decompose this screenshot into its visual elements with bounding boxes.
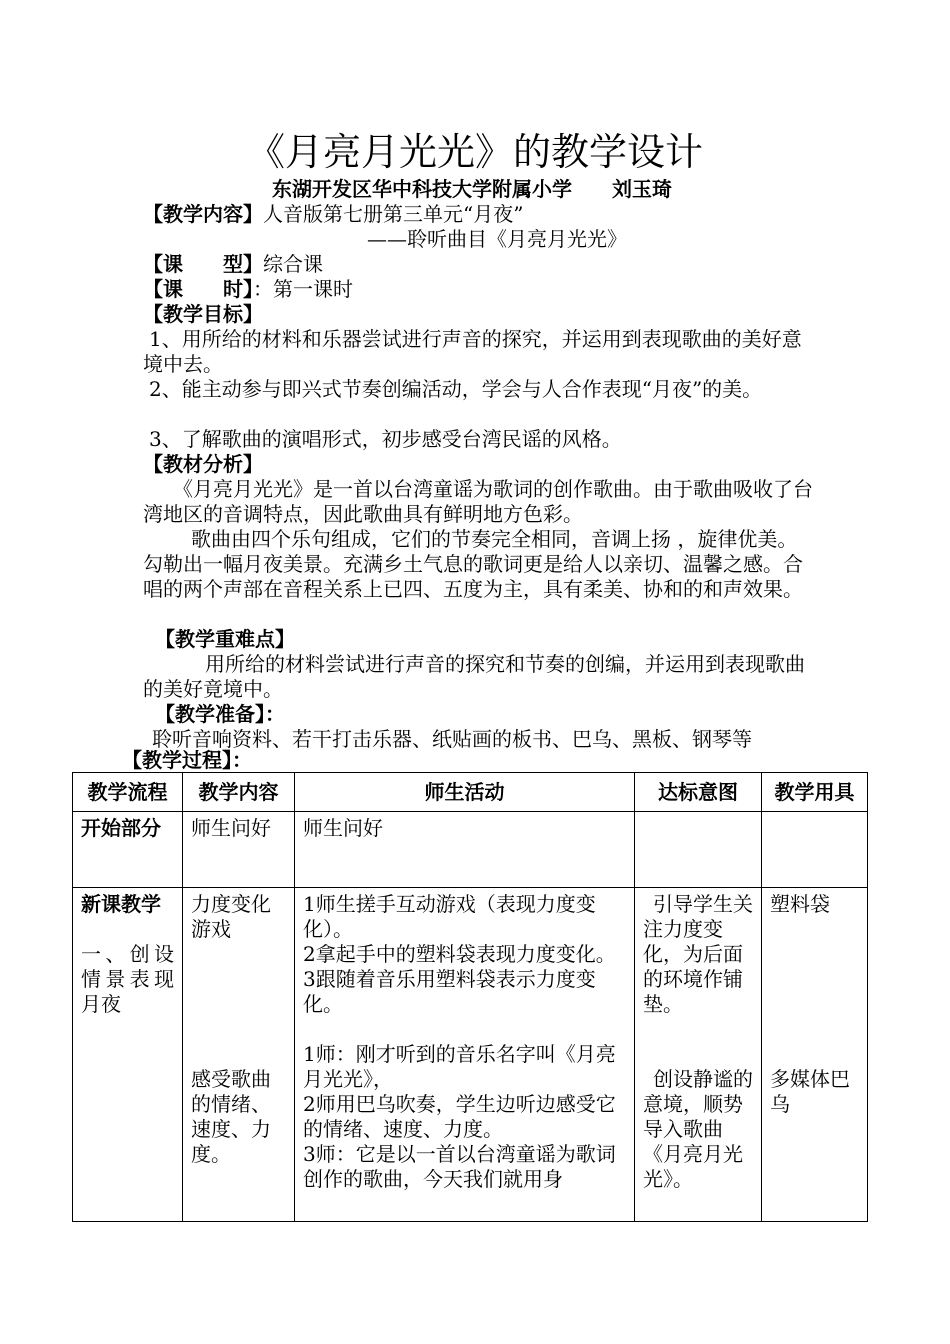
goal-item: 2、能主动参与即兴式节奏创编活动，学会与人合作表现“月夜”的美。 xyxy=(149,377,763,401)
content-line2: ——聆听曲目《月亮月光光》 xyxy=(367,227,627,251)
period-value: ：第一课时 xyxy=(253,277,353,301)
cell-activity: 师生问好 xyxy=(295,812,635,888)
cell-intent xyxy=(635,888,762,1222)
cell-content: 师生问好 xyxy=(183,812,295,888)
table-row xyxy=(73,888,868,1222)
keypoints-text: 用所给的材料尝试进行声音的探究和节奏的创编，并运用到表现歌曲的美好竟境中。 xyxy=(143,652,805,701)
period-label: 【课 时】 xyxy=(143,277,253,301)
flow-label: 开始部分 xyxy=(81,816,161,840)
content-line xyxy=(143,202,523,227)
period-line xyxy=(143,277,353,302)
goal-item: 3、了解歌曲的演唱形式，初步感受台湾民谣的风格。 xyxy=(149,427,622,451)
prep-text: 聆听音响资料、若干打击乐器、纸贴画的板书、巴乌、黑板、钢琴等 xyxy=(152,727,752,751)
header-flow: 教学流程 xyxy=(73,773,183,812)
flow-sub-label: 一、创设情景表现月夜 xyxy=(81,942,174,1016)
table-header-row xyxy=(73,773,868,812)
header-intent: 达标意图 xyxy=(635,773,762,812)
header-content: 教学内容 xyxy=(183,773,295,812)
cell-flow xyxy=(73,888,183,1222)
author-line: 东湖开发区华中科技大学附属小学 刘玉琦 xyxy=(272,177,672,201)
intent-item: 引导学生关注力度变化，为后面的环境作铺垫。 xyxy=(643,892,753,1016)
activity-item: 3跟随着音乐用塑料袋表示力度变化。 xyxy=(303,967,596,1016)
cell-intent xyxy=(635,812,762,888)
type-label: 【课 型】 xyxy=(143,252,263,276)
analysis-paragraph-2: 歌曲由四个乐句组成，它们的节奏完全相同，音调上扬 ，旋律优美。勾勒出一幅月夜美景。充满乡土气息的歌词更是给人以亲切、温馨之感。合唱的两个声部在音程关系上已四、五度为主，具有柔美、协和的和声效果。 xyxy=(143,527,803,601)
page-title: 《月亮月光光》的教学设计 xyxy=(246,130,703,174)
type-line xyxy=(143,252,323,277)
tools-item: 多媒体巴乌 xyxy=(770,1067,850,1116)
goal-item: 1、用所给的材料和乐器尝试进行声音的探究，并运用到表现歌曲的美好意境中去。 xyxy=(143,327,802,376)
keypoints-label: 【教学重难点】 xyxy=(155,627,295,651)
analysis-paragraph-1: 《月亮月光光》是一首以台湾童谣为歌词的创作歌曲。由于歌曲吸收了台湾地区的音调特点，因此歌曲具有鲜明地方色彩。 xyxy=(143,477,813,526)
process-label: 【教学过程】： xyxy=(122,748,252,772)
intent-item: 创设静谧的意境，顺势导入歌曲《月亮月光光》。 xyxy=(643,1067,753,1191)
cell-activity xyxy=(295,888,635,1222)
content-value: 人音版第七册第三单元“月夜” xyxy=(263,202,524,226)
cell-tools xyxy=(762,888,868,1222)
activity-item: 1师：刚才听到的音乐名字叫《月亮月光光》， xyxy=(303,1042,616,1091)
content-item: 感受歌曲的情绪、速度、力度。 xyxy=(191,1067,271,1166)
tools-item: 塑料袋 xyxy=(770,892,830,916)
prep-label: 【教学准备】： xyxy=(155,702,285,726)
activity-item: 2师用巴乌吹奏，学生边听边感受它的情绪、速度、力度。 xyxy=(303,1092,616,1141)
content-label: 【教学内容】 xyxy=(143,202,263,226)
content-item: 力度变化游戏 xyxy=(191,892,271,941)
activity-item: 1师生搓手互动游戏（表现力度变化）。 xyxy=(303,892,596,941)
table-row xyxy=(73,812,868,888)
goals-label: 【教学目标】 xyxy=(143,302,263,326)
type-value: 综合课 xyxy=(263,252,323,276)
analysis-label: 【教材分析】 xyxy=(143,452,263,476)
process-table xyxy=(72,772,868,1222)
activity-item: 3师：它是以一首以台湾童谣为歌词创作的歌曲，今天我们就用身 xyxy=(303,1142,616,1191)
header-tools: 教学用具 xyxy=(762,773,868,812)
cell-flow xyxy=(73,812,183,888)
cell-tools xyxy=(762,812,868,888)
header-activity: 师生活动 xyxy=(295,773,635,812)
activity-item: 2拿起手中的塑料袋表现力度变化。 xyxy=(303,942,616,966)
flow-label: 新课教学 xyxy=(81,892,161,916)
cell-content xyxy=(183,888,295,1222)
